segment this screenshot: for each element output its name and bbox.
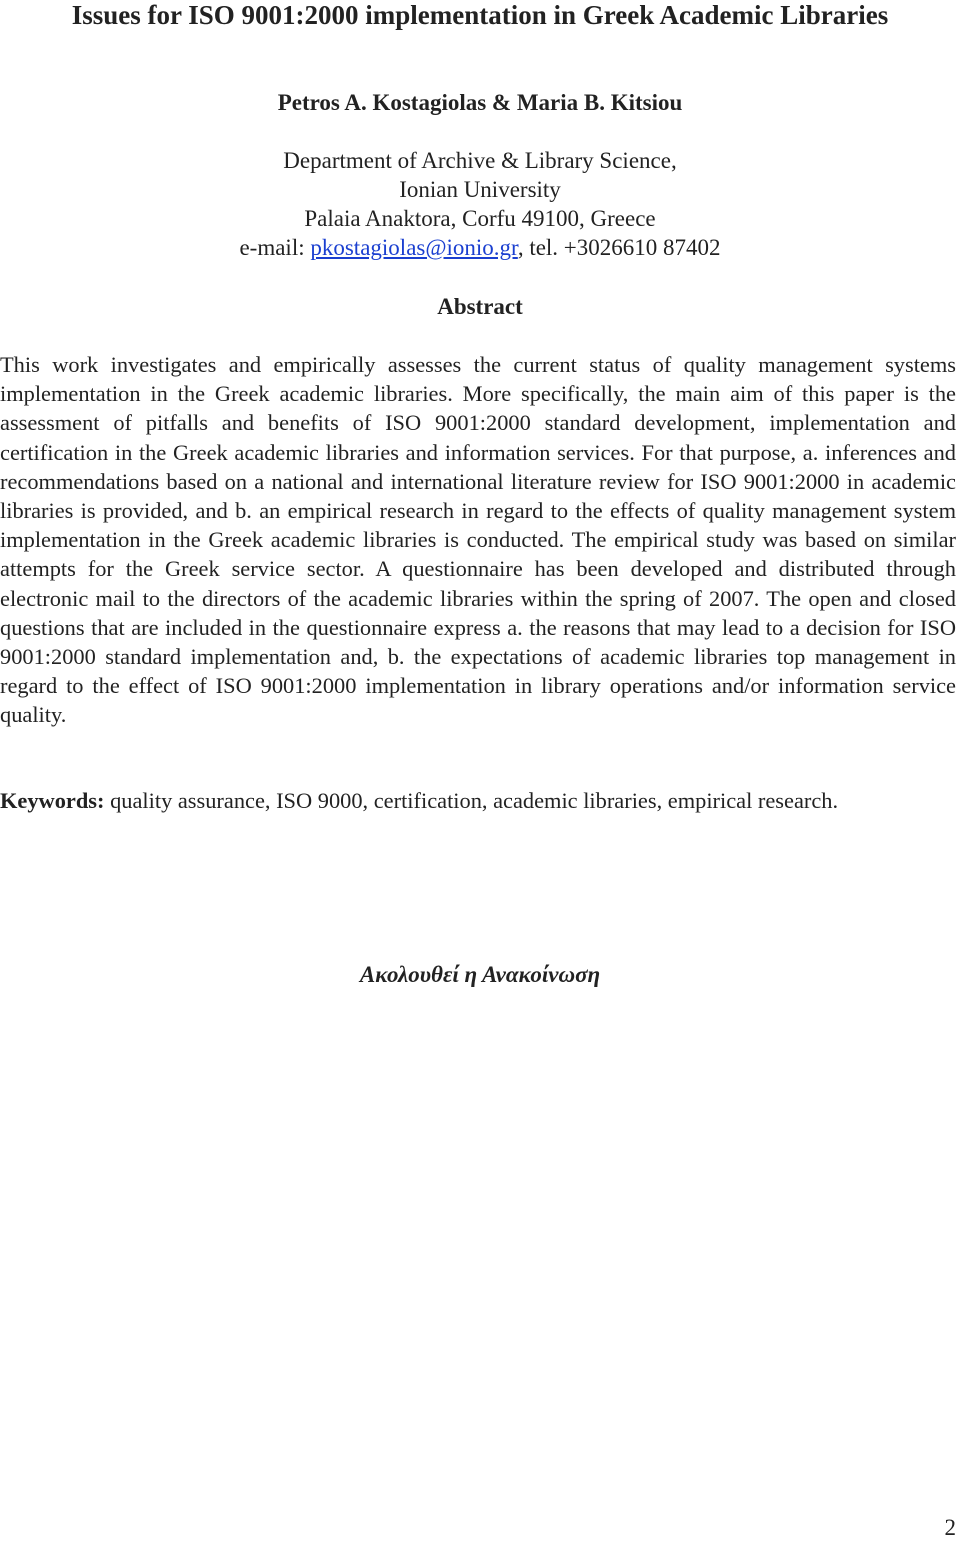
phone-text: , tel. +3026610 87402 xyxy=(517,235,721,260)
email-link[interactable]: pkostagiolas@ionio.gr xyxy=(310,235,518,260)
page-number: 2 xyxy=(944,1515,956,1540)
paper-title: Issues for ISO 9001:2000 implementation in Greek Academic Libraries xyxy=(71,0,889,30)
contact-line xyxy=(0,233,960,262)
email-prefix: e-mail: xyxy=(239,235,311,260)
address-line: Palaia Anaktora, Corfu 49100, Greece xyxy=(304,206,656,231)
keywords-line xyxy=(0,786,960,816)
university-line: Ionian University xyxy=(399,177,561,202)
keywords-text: quality assurance, ISO 9000, certification, academic libraries, empirical research. xyxy=(104,788,839,813)
abstract-heading: Abstract xyxy=(437,294,523,319)
authors: Petros A. Kostagiolas & Maria B. Kitsiou xyxy=(277,90,683,115)
affiliation-block xyxy=(0,146,960,262)
department-line: Department of Archive & Library Science, xyxy=(283,148,677,173)
follow-note: Ακολουθεί η Ανακοίνωση xyxy=(359,962,601,987)
keywords-label: Keywords: xyxy=(0,788,105,813)
abstract-body: This work investigates and empirically assesses the current status of quality management systems implementation in the Greek academic libraries. More specifically, the main aim of this paper is the assessment of pitfalls and benefits of ISO 9001:2000 standard development, implementation and certification in the Greek academic libraries and information services. For that purpose, a. inferences and recommendations based on a national and international literature review for ISO 9001:2000 in academic libraries is provided, and b. an empirical research in regard to the effects of quality management system implementation in the Greek academic libraries is conducted. The empirical study was based on similar attempts for the Greek service sector. A questionnaire has been developed and distributed through electronic mail to the directors of the academic libraries within the spring of 2007. The open and closed questions that are included in the questionnaire express a. the reasons that may lead to a decision for ISO 9001:2000 standard implementation and, b. the expectations of academic libraries top management in regard to the effect of ISO 9001:2000 implementation in library operations and/or information service quality. xyxy=(0,352,956,728)
